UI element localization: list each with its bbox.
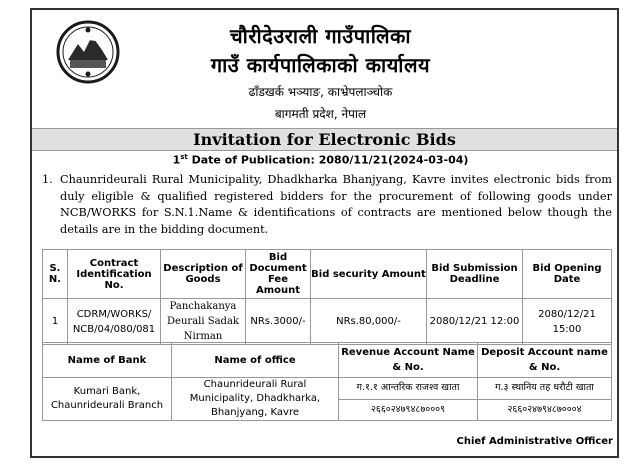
header-office-name: गाउँ कार्यपालिकाको कार्यालय — [210, 53, 431, 77]
invitation-paragraph — [42, 172, 612, 238]
col-office: Name of office — [172, 343, 339, 378]
cell-revenue-no: २६६०२४७९४८७०००९ — [339, 399, 478, 421]
cell-contract-id: CDRM/WORKS/ NCB/04/080/081 — [68, 299, 161, 345]
cell-opening: 2080/12/21 15:00 — [523, 299, 612, 345]
notice-title: Invitation for Electronic Bids — [32, 128, 617, 151]
cell-bank: Kumari Bank, Chaunrideurali Branch — [43, 378, 172, 421]
col-sn: S. N. — [43, 250, 68, 299]
cell-office: Chaunrideurali Rural Municipality, Dhadkharka, Bhanjyang, Kavre — [172, 378, 339, 421]
col-contract-id: Contract Identification No. — [68, 250, 161, 299]
col-deadline: Bid Submission Deadline — [427, 250, 523, 299]
col-opening: Bid Opening Date — [523, 250, 612, 299]
bank-table-header — [43, 343, 612, 378]
bank-table — [42, 342, 612, 421]
col-bank: Name of Bank — [43, 343, 172, 378]
cell-doc-fee: NRs.3000/- — [246, 299, 311, 345]
col-doc-fee: Bid Document Fee Amount — [246, 250, 311, 299]
cell-deposit-name: ग.३ स्थानिय तह धरौटी खाता — [478, 378, 612, 400]
cell-description: Panchakanya Deurali Sadak Nirman — [161, 299, 246, 345]
header-address: ढाँडखर्क भञ्याङ, काभ्रेपलाञ्चोक — [248, 85, 393, 99]
table-row — [43, 378, 612, 400]
publication-date: 1st Date of Publication: 2080/11/21(2024-03-04) — [172, 153, 469, 167]
paragraph-text: Chaunrideurali Rural Municipality, Dhadkharka Bhanjyang, Kavre invites electronic bids from duly eligible & qualified registered bidders for the procurement of following goods under NCB/WORKS for S.N.1.Name & identifications of contracts are mentioned below though the details are in the bidding document. — [60, 173, 612, 236]
bid-table-header — [43, 250, 612, 299]
bid-table — [42, 249, 612, 345]
cell-sn: 1 — [43, 299, 68, 345]
table-row — [43, 299, 612, 345]
header-province: बागमती प्रदेश, नेपाल — [274, 107, 367, 121]
cell-deadline: 2080/12/21 12:00 — [427, 299, 523, 345]
header-municipality-name: चौरीदेउराली गाउँपालिका — [229, 24, 412, 48]
cell-security: NRs.80,000/- — [311, 299, 427, 345]
col-description: Description of Goods — [161, 250, 246, 299]
cell-revenue-name: ग.१.१ आन्तरिक राजश्व खाता — [339, 378, 478, 400]
paragraph-number: 1. — [42, 173, 53, 186]
col-revenue: Revenue Account Name & No. — [339, 343, 478, 378]
signature-title: Chief Administrative Officer — [456, 436, 613, 447]
cell-deposit-no: २६६०२४७९४८७०००४ — [478, 399, 612, 421]
col-deposit: Deposit Account name & No. — [478, 343, 612, 378]
col-security: Bid security Amount — [311, 250, 427, 299]
